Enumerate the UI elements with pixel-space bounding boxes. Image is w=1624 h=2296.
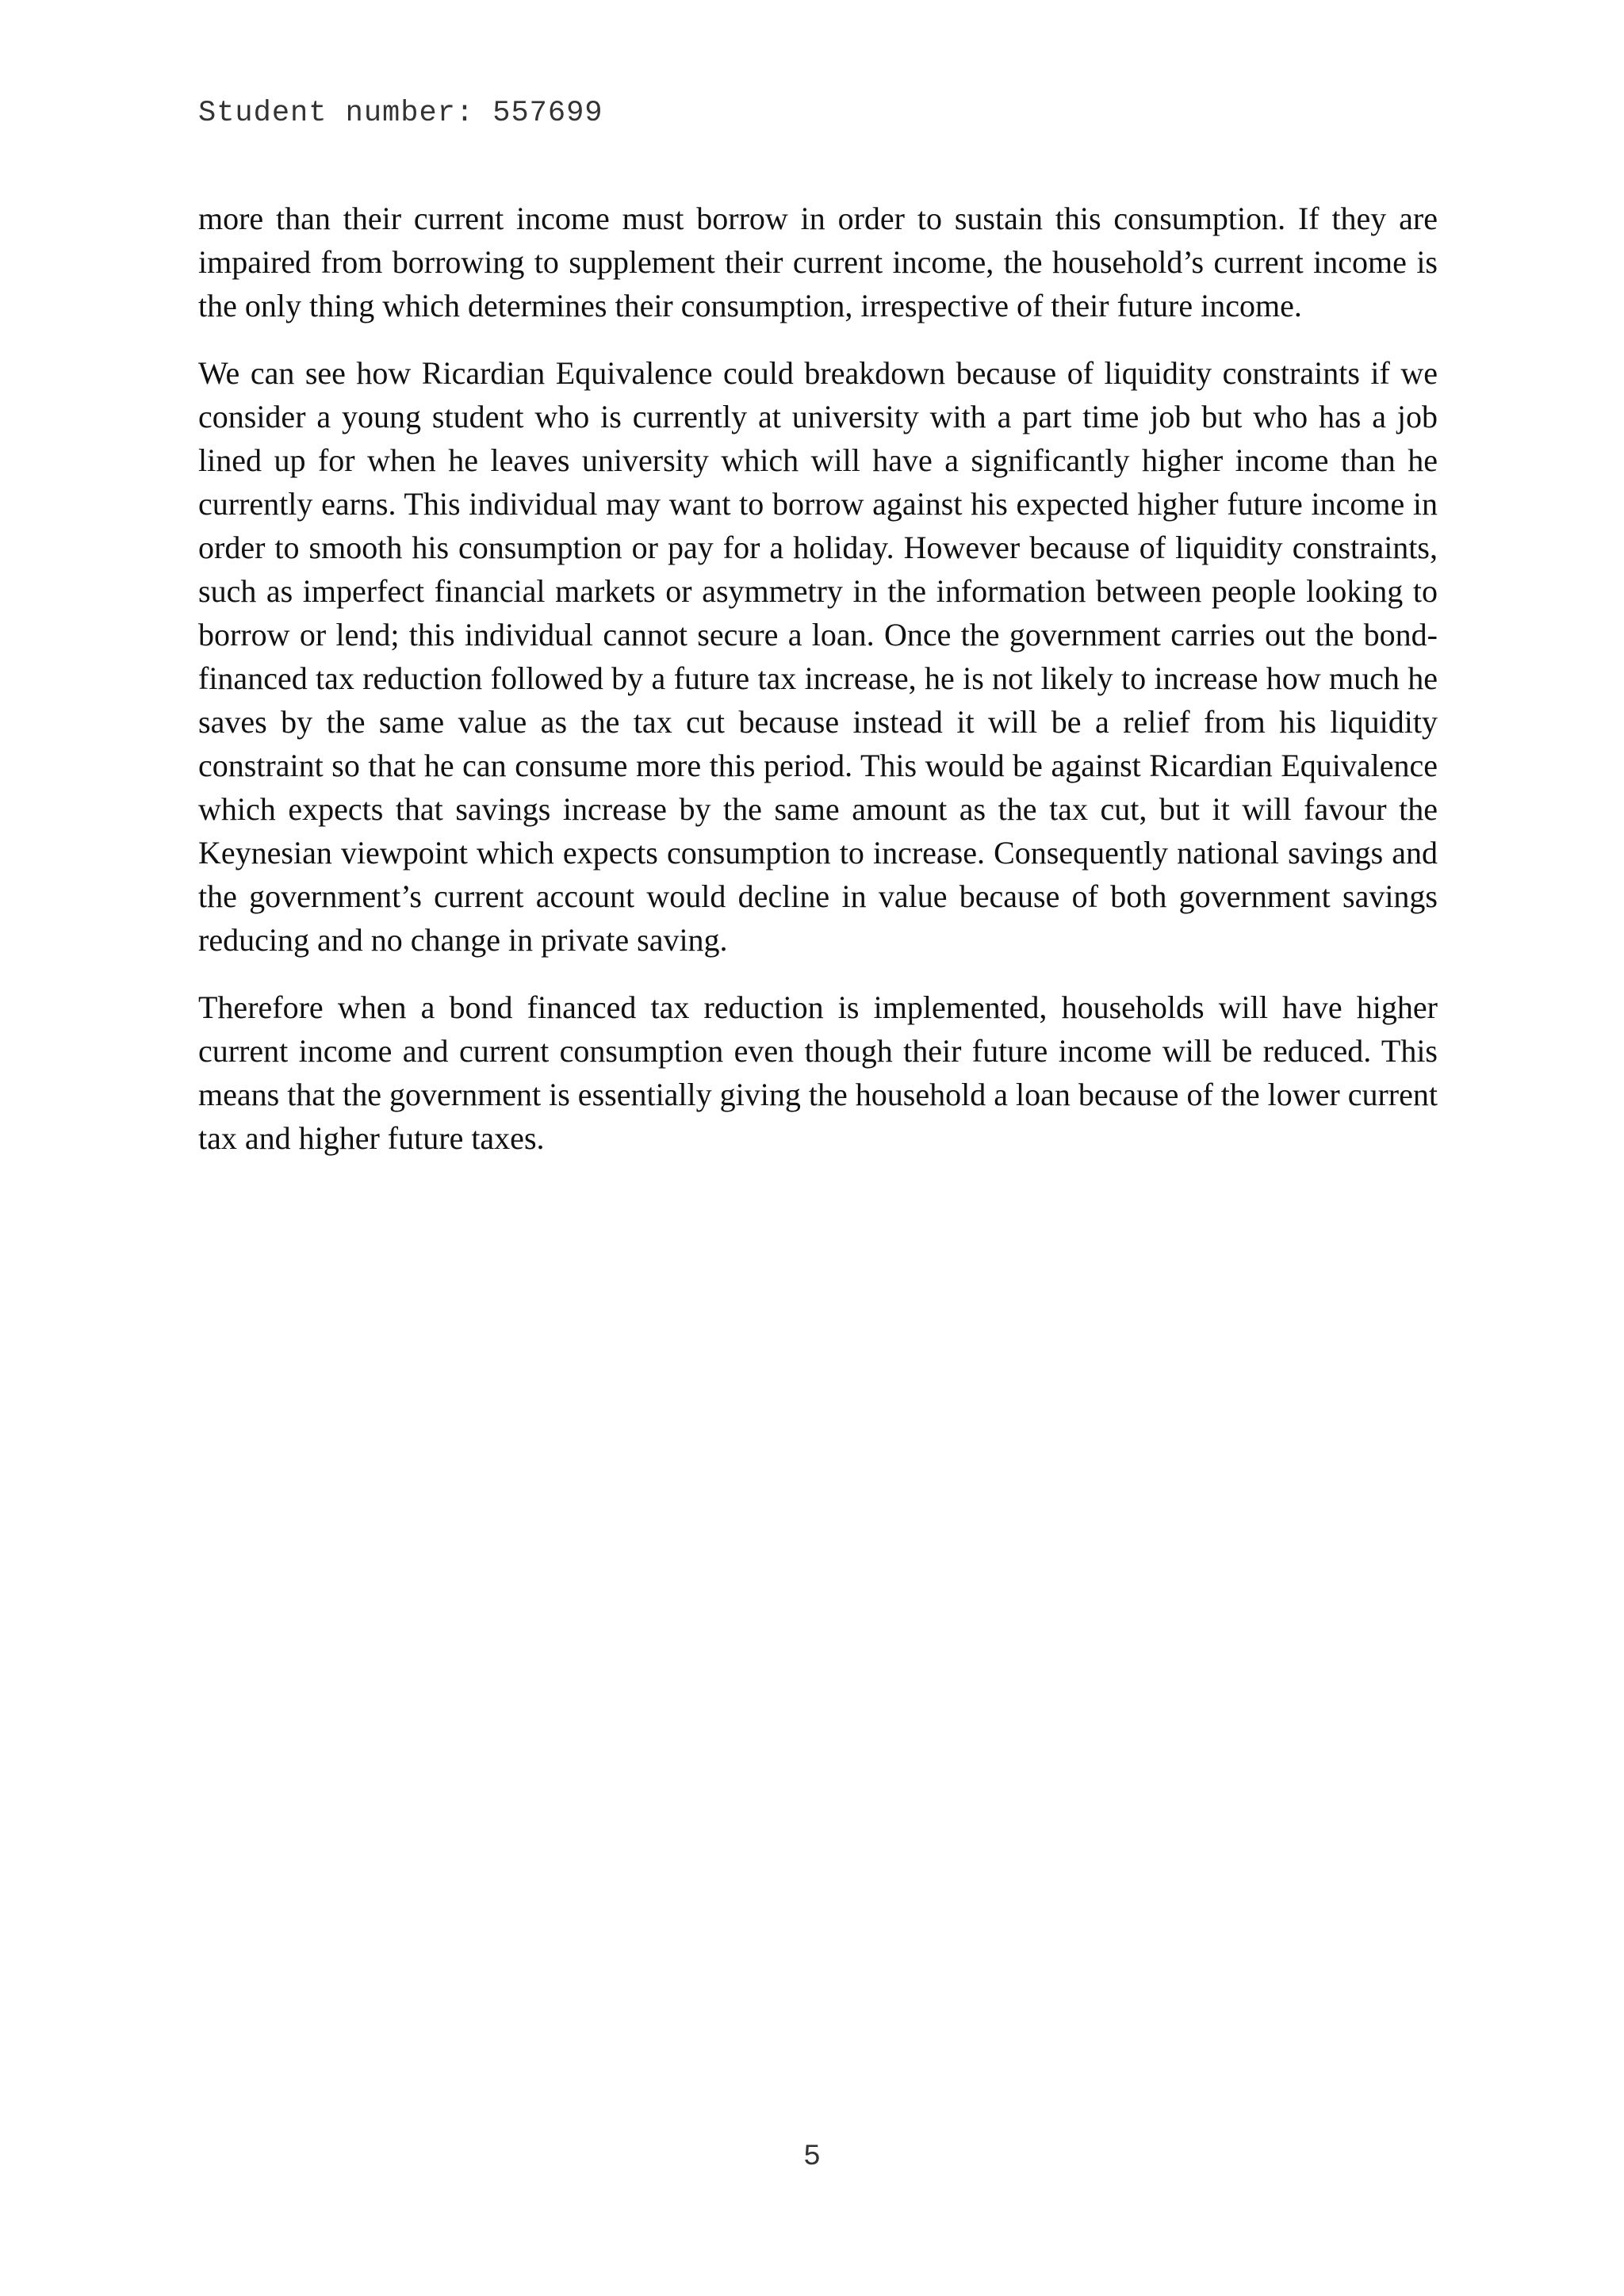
paragraph-2: We can see how Ricardian Equivalence could breakdown because of liquidity constraints if we consider a young student who is currently at university with a part time job but who has a job lined up for when he leaves university which will have a significantly higher income than he currently earns. This individual may want to borrow against his expected higher future income in order to smooth his consumption or pay for a holiday. However because of liquidity constraints, such as imperfect financial markets or asymmetry in the information between people looking to borrow or lend; this individual cannot secure a loan. Once the government carries out the bond-financed tax reduction followed by a future tax increase, he is not likely to increase how much he saves by the same value as the tax cut because instead it will be a relief from his liquidity constraint so that he can consume more this period. This would be against Ricardian Equivalence which expects that savings increase by the same amount as the tax cut, but it will favour the Keynesian viewpoint which expects consumption to increase. Consequently national savings and the government’s current account would decline in value because of both government savings reducing and no change in private saving. (198, 355, 1438, 958)
document-body (198, 197, 1438, 1184)
student-number-header: Student number: 557699 (198, 97, 603, 130)
paragraph-3: Therefore when a bond financed tax reduction is implemented, households will have higher current income and current consumption even though their future income will be reduced. This means that the government is essentially giving the household a loan because of the lower current tax and higher future taxes. (198, 989, 1438, 1156)
page-number: 5 (802, 2141, 822, 2174)
paragraph-1: more than their current income must borrow in order to sustain this consumption. If they are impaired from borrowing to supplement their current income, the household’s current income is the only thing which determines their consumption, irrespective of their future income. (198, 201, 1438, 323)
